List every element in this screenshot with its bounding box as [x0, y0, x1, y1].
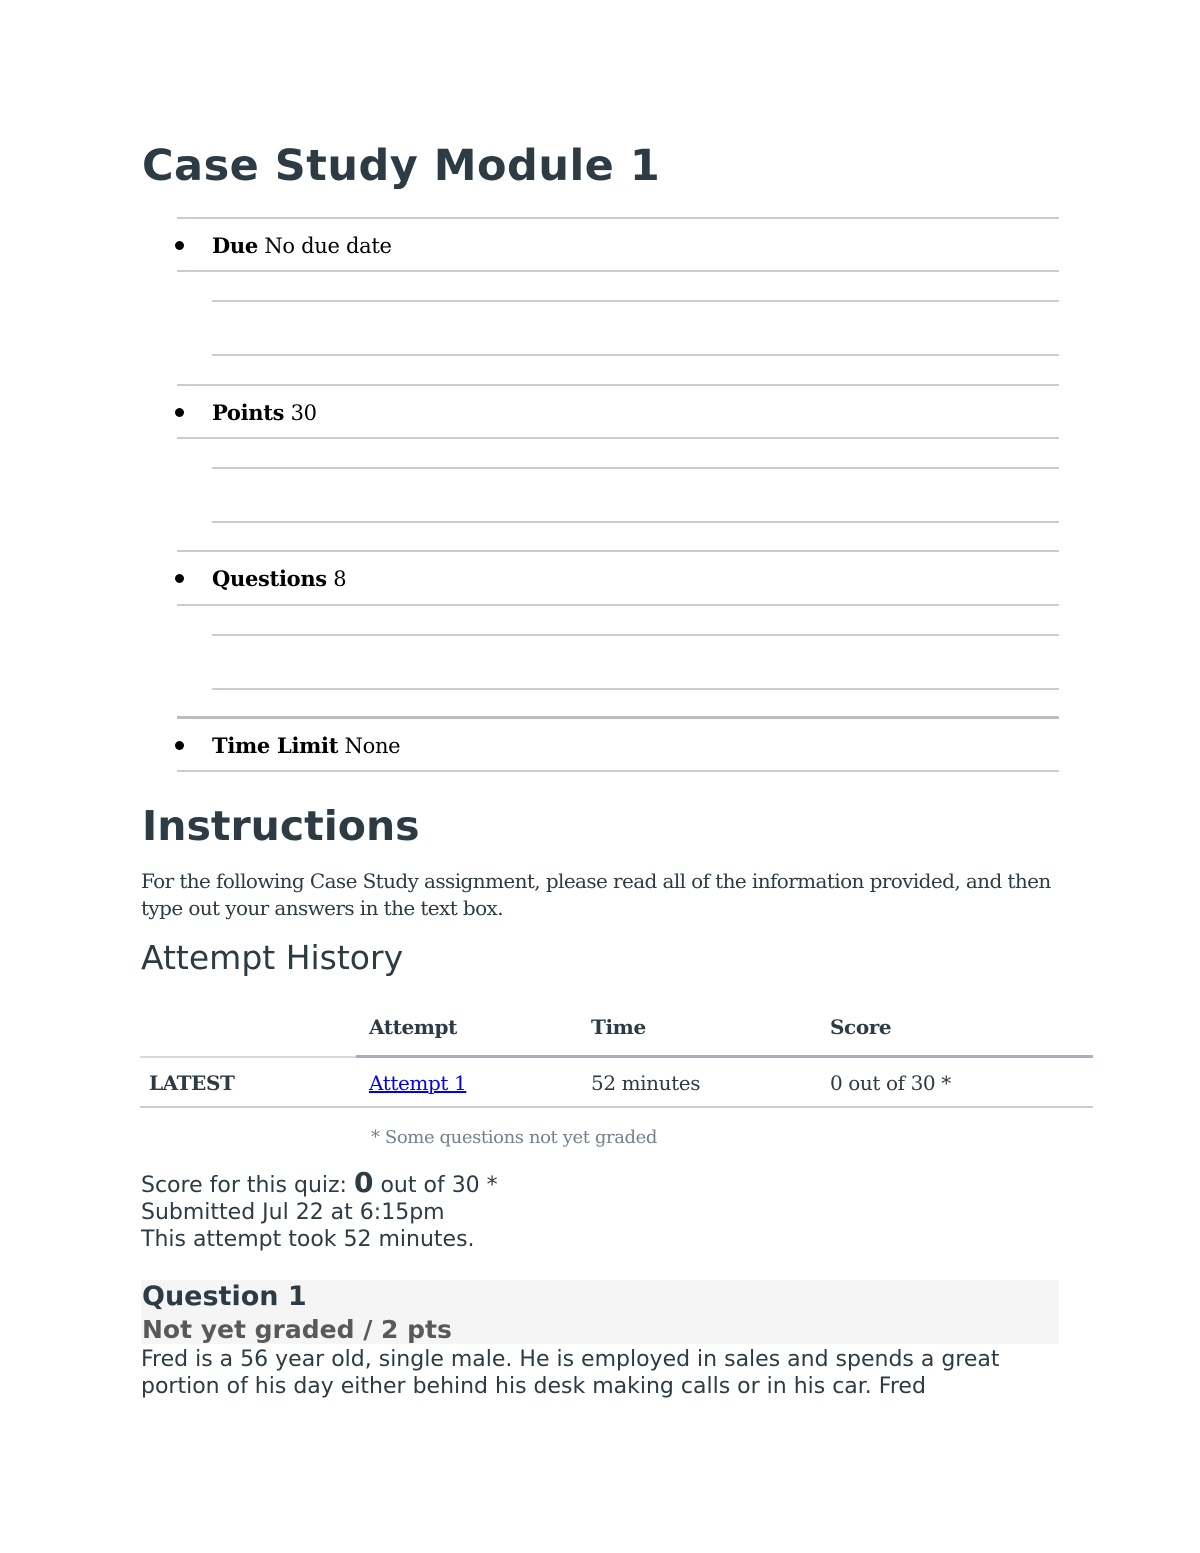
- detail-value: 30: [290, 401, 317, 425]
- divider: [177, 716, 1059, 719]
- divider: [212, 521, 1059, 523]
- bullet-icon: [175, 408, 184, 417]
- divider: [212, 467, 1059, 469]
- detail-label: Points: [212, 400, 285, 425]
- detail-label: Time Limit: [212, 733, 339, 758]
- divider: [177, 270, 1059, 272]
- divider: [177, 550, 1059, 552]
- instructions-text: For the following Case Study assignment, please read all of the information provided, and then type out your answers in the text box.: [141, 869, 1051, 920]
- submitted-time: Submitted Jul 22 at 6:15pm: [141, 1200, 445, 1225]
- detail-label: Due: [212, 233, 258, 258]
- latest-tag: LATEST: [149, 1071, 235, 1095]
- column-header-score: Score: [830, 1015, 892, 1039]
- score-value: 0: [353, 1166, 374, 1199]
- divider: [212, 688, 1059, 690]
- column-header-attempt: Attempt: [369, 1015, 457, 1039]
- bullet-icon: [175, 574, 184, 583]
- question-text: Fred is a 56 year old, single male. He is employed in sales and spends a great portion of his day either behind his desk making calls or in his car. Fred: [141, 1347, 1000, 1399]
- attempt-time: 52 minutes: [591, 1071, 701, 1095]
- detail-value: 8: [333, 567, 347, 591]
- question-status: Not yet graded / 2 pts: [142, 1315, 452, 1344]
- column-header-time: Time: [591, 1015, 646, 1039]
- divider: [177, 770, 1059, 772]
- bullet-icon: [175, 741, 184, 750]
- row-divider: [140, 1106, 1093, 1108]
- bullet-icon: [175, 241, 184, 250]
- question-title: Question 1: [142, 1281, 307, 1312]
- attempt-1-link[interactable]: Attempt 1: [369, 1071, 467, 1095]
- question-header: [141, 1280, 1059, 1344]
- divider: [177, 217, 1059, 219]
- attempt-score: 0 out of 30 *: [830, 1071, 951, 1095]
- score-label: Score for this quiz:: [141, 1173, 347, 1198]
- page-title: Case Study Module 1: [142, 141, 661, 191]
- detail-value: None: [344, 734, 401, 758]
- instructions-heading: Instructions: [142, 802, 420, 850]
- ungraded-footnote: * Some questions not yet graded: [371, 1127, 658, 1148]
- attempt-duration: This attempt took 52 minutes.: [141, 1227, 475, 1252]
- quiz-score-line: [141, 1166, 498, 1199]
- divider: [177, 604, 1059, 606]
- divider: [177, 437, 1059, 439]
- header-divider: [356, 1055, 1093, 1058]
- header-divider: [140, 1056, 356, 1058]
- divider: [212, 634, 1059, 636]
- attempt-history-heading: Attempt History: [141, 938, 404, 977]
- score-rest: out of 30 *: [380, 1173, 498, 1198]
- detail-value: No due date: [264, 234, 392, 258]
- divider: [212, 354, 1059, 356]
- detail-label: Questions: [212, 566, 327, 591]
- divider: [177, 384, 1059, 386]
- divider: [212, 300, 1059, 302]
